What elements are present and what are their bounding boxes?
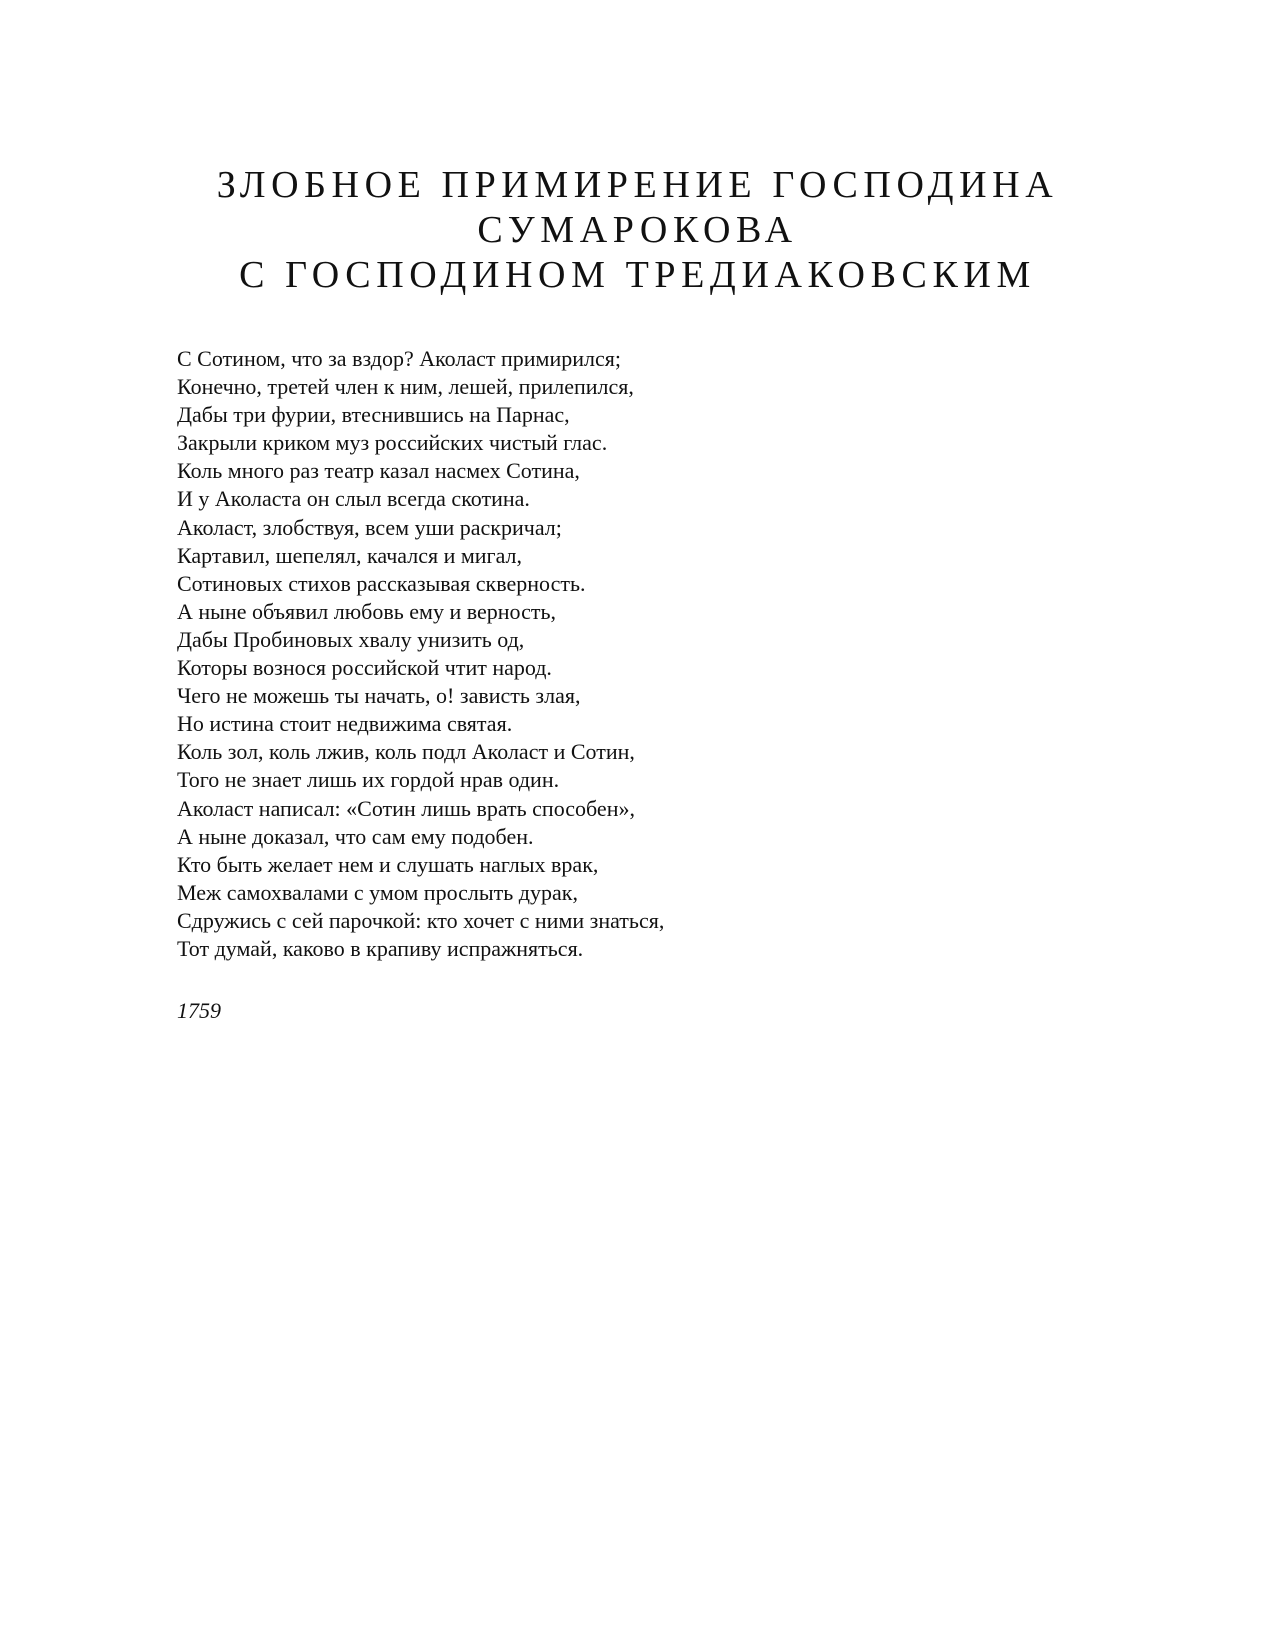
poem-line: Закрыли криком муз российских чистый глас. [177,430,608,456]
poem-date: 1759 [177,998,221,1023]
poem-line: Коль много раз театр казал насмех Сотина, [177,458,580,484]
poem-line: Дабы три фурии, втеснившись на Парнас, [177,402,570,428]
title-line: СУМАРОКОВА [477,209,798,251]
poem-line: Сотиновых стихов рассказывая скверность. [177,570,586,596]
poem-line: Сдружись с сей парочкой: кто хочет с ними знаться, [177,907,665,933]
poem-line: Аколаст написал: «Сотин лишь врать способен», [177,795,635,821]
poem-line: Конечно, третей член к ним, лешей, прилепился, [177,374,634,400]
poem-line: Того не знает лишь их гордой нрав один. [177,767,560,793]
poem-line: А ныне объявил любовь ему и верность, [177,598,557,624]
poem-line: Которы вознося российской чтит народ. [177,655,552,681]
poem-line: Дабы Пробиновых хвалу унизить од, [177,626,525,652]
poem-line: Но истина стоит недвижима святая. [177,711,513,737]
poem-line: Коль зол, коль лжив, коль подл Аколаст и Сотин, [177,739,635,765]
poem-line: Картавил, шепелял, качался и мигал, [177,542,523,568]
poem-line: Меж самохвалами с умом прослыть дурак, [177,879,578,905]
poem-line: Аколаст, злобствуя, всем уши раскричал; [177,514,562,540]
poem-line: Чего не можешь ты начать, о! зависть злая, [177,683,581,709]
poem-line: А ныне доказал, что сам ему подобен. [177,823,534,849]
poem-line: С Сотином, что за вздор? Аколаст примирился; [177,346,621,371]
poem-line: Тот думай, каково в крапиву испражняться. [177,935,584,961]
title-line: С ГОСПОДИНОМ ТРЕДИАКОВСКИМ [239,254,1036,296]
title-line: ЗЛОБНОЕ ПРИМИРЕНИЕ ГОСПОДИНА [216,164,1059,206]
poem-body [177,345,664,963]
poem-line: Кто быть желает нем и слушать наглых врак, [177,851,599,877]
poem-line: И у Аколаста он слыл всегда скотина. [177,486,530,512]
poem-title [0,163,1275,298]
